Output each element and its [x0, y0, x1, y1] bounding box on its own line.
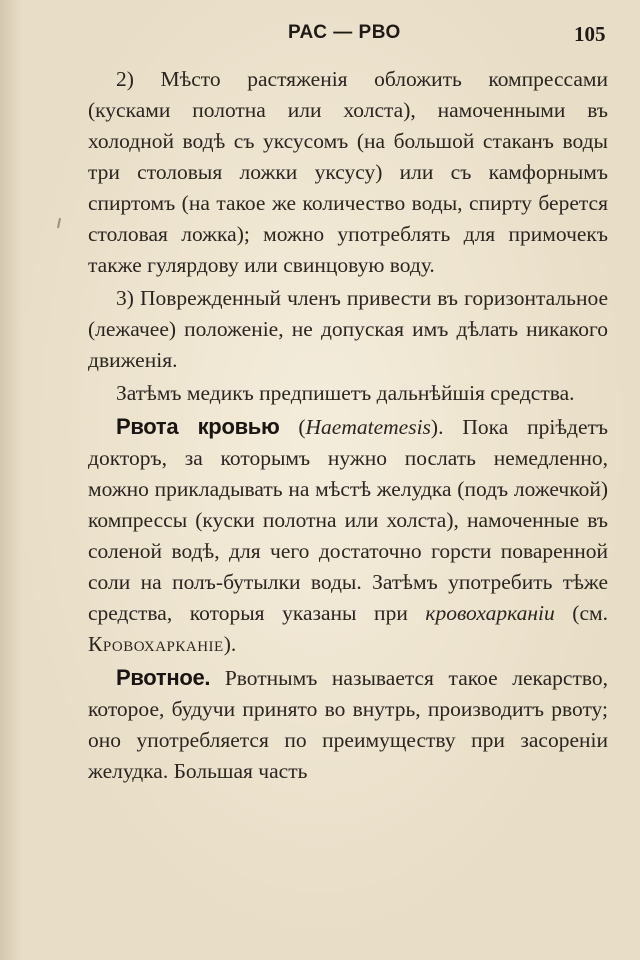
latin-close-paren: ).: [430, 415, 444, 439]
page-header: [0, 20, 640, 50]
italic-reference: кровохарканіи: [425, 601, 555, 625]
body-text: [88, 64, 608, 789]
paragraph-item-3: 3) Поврежденный членъ привести въ горизонтальное (лежачее) положеніе, не допуская имъ дѣлать никакого движенія.: [88, 286, 608, 372]
entry-text-part3: ).: [223, 632, 237, 656]
entry-text-part1: Пока пріѣдетъ докторъ, за которымъ нужно послать немедленно, можно прикладывать на мѣстѣ желудка (подъ ложечкой) компрессы (куски полотна или холста), намоченные въ соленой водѣ, для чего достаточно горсти поваренной соли на полъ-бутылки воды. Затѣмъ употребить тѣже средства, которыя указаны при: [88, 415, 608, 625]
page-edge-shadow: [0, 0, 22, 960]
entry-text-part2: (см.: [554, 601, 608, 625]
latin-open-paren: (: [298, 415, 306, 439]
headword-rvotnoe: Рвотное.: [116, 665, 211, 690]
cross-reference: Кровохарканіе: [88, 632, 224, 656]
paragraph-item-2: 2) Мѣсто растяженія обложить компрессами (кусками полотна или холста), намоченными въ холодной водѣ съ уксусомъ (на большой стаканъ воды три столовыя ложки уксусу) или съ камфорнымъ спиртомъ (на такое же количество воды, спирту берется столовая ложка); можно употреблять для примочекъ также гулярдову или свинцовую воду.: [88, 67, 608, 277]
entry-rvotnoe-text: Рвотнымъ называется такое лекарство, которое, будучи принято во внутрь, производитъ рвоту; оно употребляется по преимуществу при засореніи желудка. Большая часть: [88, 666, 608, 783]
headword-rvota-krovyu: Рвота кровью: [116, 414, 280, 439]
margin-mark: [57, 218, 61, 228]
entry-rvotnoe: [88, 662, 608, 787]
latin-term: Haematemesis: [305, 415, 431, 439]
paragraph-conclusion: Затѣмъ медикъ предпишетъ дальнѣйшія средства.: [116, 381, 575, 405]
running-head: РАС — РВО: [288, 22, 401, 43]
page-number: 105: [574, 22, 606, 46]
entry-rvota-krovyu: [88, 411, 608, 660]
